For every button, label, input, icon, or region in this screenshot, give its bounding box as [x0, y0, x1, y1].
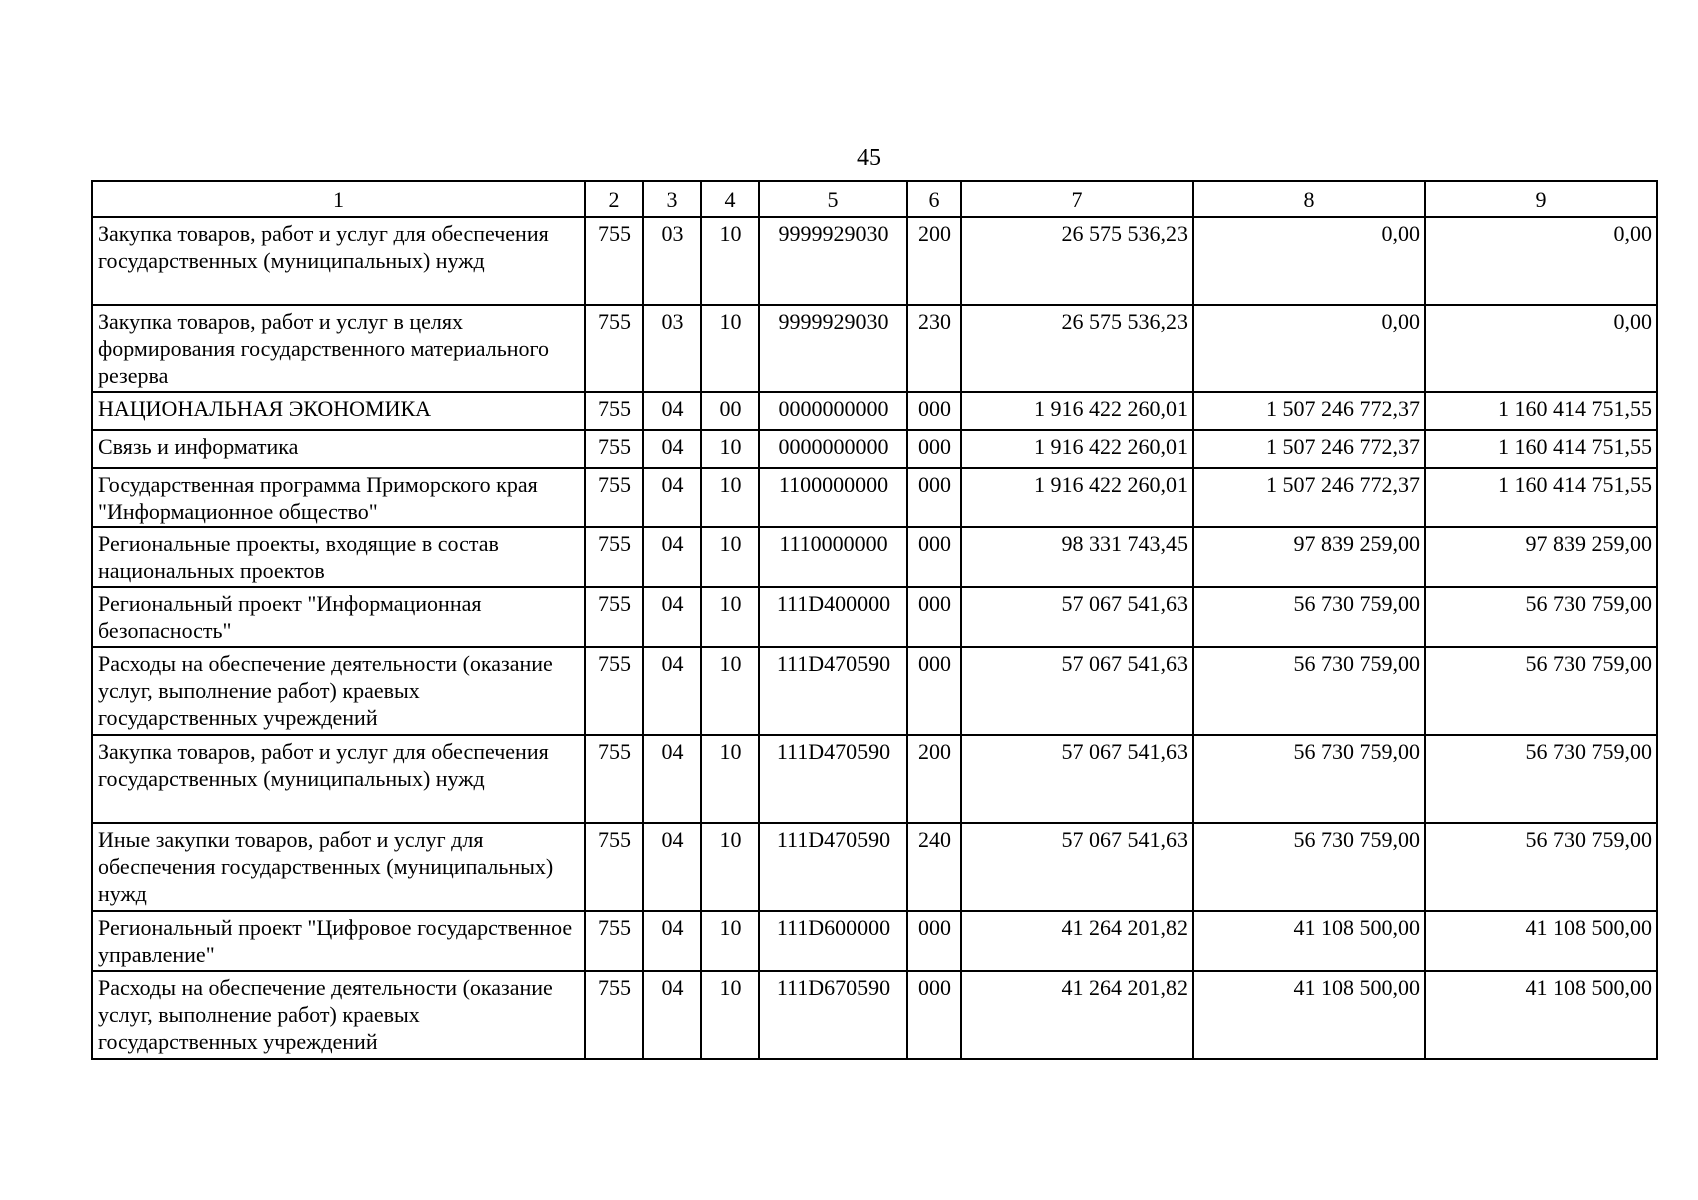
row-code-section: 04	[643, 823, 701, 911]
row-amount-9: 1 160 414 751,55	[1425, 392, 1657, 430]
row-code-type: 000	[907, 392, 961, 430]
header-cell-4: 4	[701, 181, 759, 217]
row-code-subsection: 10	[701, 468, 759, 527]
row-amount-7: 41 264 201,82	[961, 971, 1193, 1059]
row-code-type: 000	[907, 468, 961, 527]
row-amount-8: 56 730 759,00	[1193, 647, 1425, 735]
row-amount-8: 97 839 259,00	[1193, 527, 1425, 587]
row-name: Расходы на обеспечение деятельности (оказание услуг, выполнение работ) краевых государственных учреждений	[92, 971, 585, 1059]
header-row	[92, 181, 1657, 217]
table-body	[92, 217, 1657, 1059]
row-amount-9: 56 730 759,00	[1425, 587, 1657, 647]
row-code-target: 0000000000	[759, 430, 907, 468]
row-amount-9: 56 730 759,00	[1425, 735, 1657, 823]
row-amount-7: 26 575 536,23	[961, 305, 1193, 392]
row-code-section: 03	[643, 305, 701, 392]
row-code-gr: 755	[585, 527, 643, 587]
row-code-subsection: 00	[701, 392, 759, 430]
row-code-section: 04	[643, 735, 701, 823]
row-code-type: 000	[907, 527, 961, 587]
row-code-section: 03	[643, 217, 701, 305]
row-code-section: 04	[643, 971, 701, 1059]
row-code-target: 9999929030	[759, 305, 907, 392]
row-amount-8: 41 108 500,00	[1193, 971, 1425, 1059]
table-row	[92, 587, 1657, 647]
header-cell-6: 6	[907, 181, 961, 217]
row-code-subsection: 10	[701, 587, 759, 647]
row-name: Закупка товаров, работ и услуг для обеспечения государственных (муниципальных) нужд	[92, 735, 585, 823]
row-code-type: 200	[907, 217, 961, 305]
row-amount-7: 26 575 536,23	[961, 217, 1193, 305]
row-code-type: 000	[907, 647, 961, 735]
row-amount-8: 0,00	[1193, 305, 1425, 392]
row-code-gr: 755	[585, 911, 643, 971]
row-name: Связь и информатика	[92, 430, 585, 468]
table-row	[92, 527, 1657, 587]
row-code-subsection: 10	[701, 647, 759, 735]
row-amount-7: 1 916 422 260,01	[961, 468, 1193, 527]
row-amount-7: 98 331 743,45	[961, 527, 1193, 587]
row-name: Закупка товаров, работ и услуг для обеспечения государственных (муниципальных) нужд	[92, 217, 585, 305]
row-amount-8: 0,00	[1193, 217, 1425, 305]
row-code-subsection: 10	[701, 735, 759, 823]
header-cell-2: 2	[585, 181, 643, 217]
row-amount-8: 1 507 246 772,37	[1193, 392, 1425, 430]
table-row	[92, 647, 1657, 735]
row-code-type: 000	[907, 430, 961, 468]
row-code-subsection: 10	[701, 430, 759, 468]
row-code-gr: 755	[585, 971, 643, 1059]
row-code-target: 111D470590	[759, 823, 907, 911]
table-row	[92, 823, 1657, 911]
row-code-section: 04	[643, 468, 701, 527]
row-amount-9: 41 108 500,00	[1425, 911, 1657, 971]
row-code-subsection: 10	[701, 971, 759, 1059]
row-code-subsection: 10	[701, 305, 759, 392]
row-code-type: 240	[907, 823, 961, 911]
row-amount-7: 57 067 541,63	[961, 823, 1193, 911]
row-code-type: 000	[907, 587, 961, 647]
row-amount-9: 56 730 759,00	[1425, 647, 1657, 735]
row-code-section: 04	[643, 392, 701, 430]
row-code-target: 1110000000	[759, 527, 907, 587]
row-code-target: 111D400000	[759, 587, 907, 647]
row-amount-7: 41 264 201,82	[961, 911, 1193, 971]
row-name: Региональные проекты, входящие в состав национальных проектов	[92, 527, 585, 587]
row-code-type: 000	[907, 971, 961, 1059]
row-code-type: 200	[907, 735, 961, 823]
row-name: Государственная программа Приморского края "Информационное общество"	[92, 468, 585, 527]
row-name: Региональный проект "Информационная безопасность"	[92, 587, 585, 647]
table-row	[92, 430, 1657, 468]
row-code-gr: 755	[585, 735, 643, 823]
row-code-gr: 755	[585, 217, 643, 305]
row-code-type: 000	[907, 911, 961, 971]
header-cell-9: 9	[1425, 181, 1657, 217]
row-code-gr: 755	[585, 392, 643, 430]
row-amount-7: 1 916 422 260,01	[961, 430, 1193, 468]
row-name: НАЦИОНАЛЬНАЯ ЭКОНОМИКА	[92, 392, 585, 430]
row-code-type: 230	[907, 305, 961, 392]
row-name: Расходы на обеспечение деятельности (оказание услуг, выполнение работ) краевых государственных учреждений	[92, 647, 585, 735]
row-amount-9: 1 160 414 751,55	[1425, 430, 1657, 468]
row-code-section: 04	[643, 527, 701, 587]
table-row	[92, 971, 1657, 1059]
row-amount-9: 41 108 500,00	[1425, 971, 1657, 1059]
row-code-subsection: 10	[701, 911, 759, 971]
row-code-target: 0000000000	[759, 392, 907, 430]
row-amount-8: 56 730 759,00	[1193, 735, 1425, 823]
row-code-section: 04	[643, 587, 701, 647]
row-code-gr: 755	[585, 823, 643, 911]
row-code-subsection: 10	[701, 823, 759, 911]
table-row	[92, 217, 1657, 305]
row-code-target: 111D470590	[759, 647, 907, 735]
row-code-gr: 755	[585, 305, 643, 392]
row-amount-9: 0,00	[1425, 305, 1657, 392]
table-row	[92, 468, 1657, 527]
row-code-subsection: 10	[701, 217, 759, 305]
row-code-subsection: 10	[701, 527, 759, 587]
row-amount-8: 1 507 246 772,37	[1193, 430, 1425, 468]
row-code-section: 04	[643, 430, 701, 468]
row-amount-8: 56 730 759,00	[1193, 823, 1425, 911]
header-cell-7: 7	[961, 181, 1193, 217]
row-code-target: 9999929030	[759, 217, 907, 305]
row-amount-9: 0,00	[1425, 217, 1657, 305]
row-amount-8: 56 730 759,00	[1193, 587, 1425, 647]
row-amount-7: 57 067 541,63	[961, 647, 1193, 735]
row-amount-8: 1 507 246 772,37	[1193, 468, 1425, 527]
row-amount-9: 56 730 759,00	[1425, 823, 1657, 911]
row-code-section: 04	[643, 911, 701, 971]
header-cell-5: 5	[759, 181, 907, 217]
row-name: Региональный проект "Цифровое государственное управление"	[92, 911, 585, 971]
row-code-section: 04	[643, 647, 701, 735]
table-row	[92, 735, 1657, 823]
header-cell-8: 8	[1193, 181, 1425, 217]
table-row	[92, 392, 1657, 430]
row-amount-9: 1 160 414 751,55	[1425, 468, 1657, 527]
row-amount-7: 57 067 541,63	[961, 587, 1193, 647]
table-row	[92, 305, 1657, 392]
row-code-target: 111D600000	[759, 911, 907, 971]
row-name: Иные закупки товаров, работ и услуг для обеспечения государственных (муниципальных) нужд	[92, 823, 585, 911]
row-code-gr: 755	[585, 587, 643, 647]
row-code-target: 111D470590	[759, 735, 907, 823]
row-code-gr: 755	[585, 468, 643, 527]
header-cell-1: 1	[92, 181, 585, 217]
table-row	[92, 911, 1657, 971]
page-number: 45	[857, 145, 881, 171]
row-code-target: 1100000000	[759, 468, 907, 527]
row-code-gr: 755	[585, 430, 643, 468]
row-name: Закупка товаров, работ и услуг в целях формирования государственного материального резерва	[92, 305, 585, 392]
header-cell-3: 3	[643, 181, 701, 217]
row-code-target: 111D670590	[759, 971, 907, 1059]
row-amount-9: 97 839 259,00	[1425, 527, 1657, 587]
row-code-gr: 755	[585, 647, 643, 735]
budget-table	[91, 180, 1658, 1060]
row-amount-8: 41 108 500,00	[1193, 911, 1425, 971]
row-amount-7: 57 067 541,63	[961, 735, 1193, 823]
row-amount-7: 1 916 422 260,01	[961, 392, 1193, 430]
